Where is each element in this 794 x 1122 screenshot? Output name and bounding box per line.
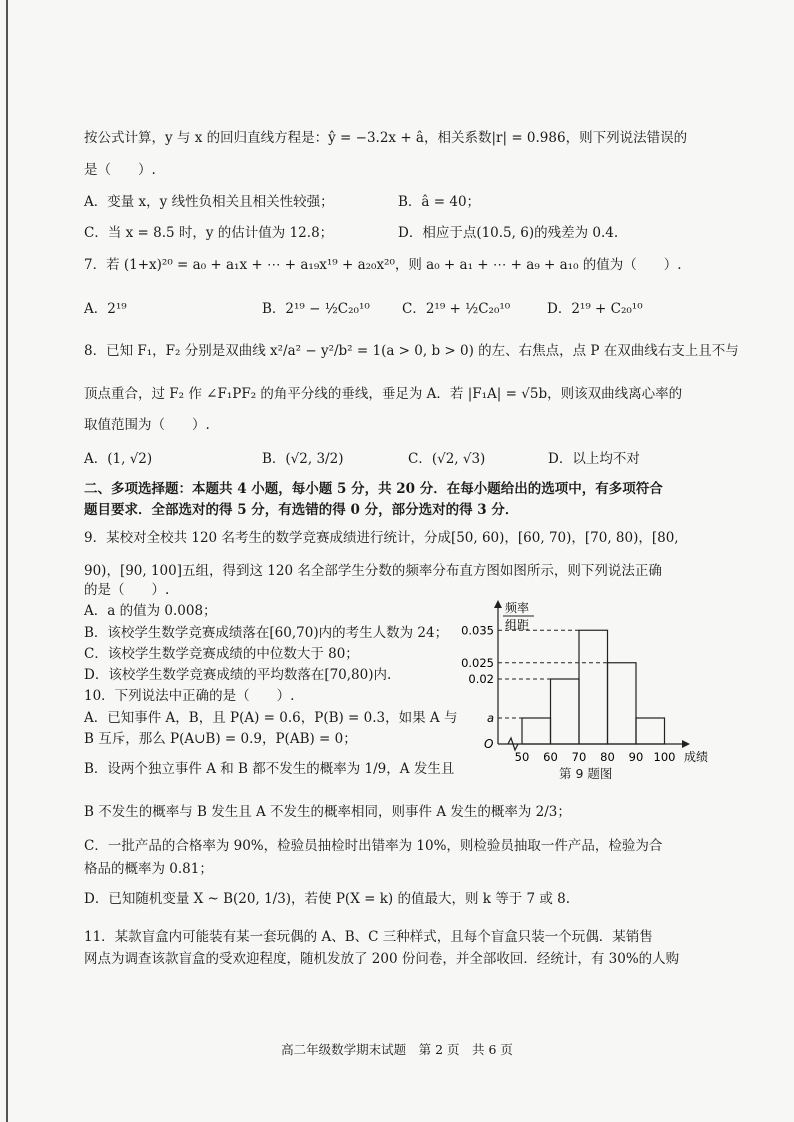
q8-option-a: A．(1, √2) (84, 451, 153, 467)
q6-line-2: 是（ ）. (84, 162, 156, 178)
histogram-bar (608, 663, 637, 744)
x-tick-label: 70 (571, 750, 587, 764)
x-tick-label: 50 (514, 750, 530, 764)
q10-option-c-line-1: C．一批产品的合格率为 90%，检验员抽检时出错率为 10%，则检验员抽取一件产品，检验为合 (84, 838, 663, 854)
q10-option-a-line-2: B 互斥，那么 P(A∪B) = 0.9，P(AB) = 0； (84, 731, 357, 747)
section-2-line-2: 题目要求．全部选对的得 5 分，有选错的得 0 分，部分选对的得 3 分． (84, 502, 519, 518)
q9-line-1: 9．某校对全校共 120 名考生的数学竞赛成绩进行统计，分成[50, 60)，[60, 70)，[70, 80)，[80, (84, 530, 679, 546)
q8-option-c: C．(√2, √3) (408, 451, 486, 467)
q11-line-1: 11．某款盲盒内可能装有某一套玩偶的 A、B、C 三种样式，且每个盲盒只装一个玩偶．某销售 (84, 929, 653, 945)
q9-line-2: 90)，[90, 100]五组，得到这 120 名全部学生分数的频率分布直方图如图所示，则下列说法正确 (84, 563, 662, 579)
q7-stem: 7．若 (1+x)²⁰ = a₀ + a₁x + ⋯ + a₁₉x¹⁹ + a₂₀x²⁰，则 a₀ + a₁ + ⋯ + a₉ + a₁₀ 的值为（ ）. (84, 257, 682, 273)
y-axis-label-bottom: 组距 (505, 618, 530, 632)
q8-line-1: 8．已知 F₁，F₂ 分别是双曲线 x²/a² − y²/b² = 1(a > 0, b > 0) 的左、右焦点，点 P 在双曲线右支上且不与 (84, 343, 739, 359)
x-tick-label: 80 (600, 750, 615, 764)
page-footer: 高二年级数学期末试题 第 2 页 共 6 页 (281, 1042, 513, 1057)
x-tick-label: 60 (543, 750, 558, 764)
q6-line-1: 按公式计算，y 与 x 的回归直线方程是：ŷ = −3.2x + â，相关系数|r| = 0.986，则下列说法错误的 (84, 130, 688, 146)
y-tick-label: 0.02 (468, 672, 494, 686)
q6-option-d: D．相应于点(10.5, 6)的残差为 0.4. (398, 225, 619, 241)
histogram-bar (579, 630, 608, 744)
q9-option-d: D．该校学生数学竞赛成绩的平均数落在[70,80)内. (84, 667, 392, 683)
q8-option-d: D．以上均不对 (548, 451, 640, 467)
q9-option-b: B．该校学生数学竞赛成绩落在[60,70)内的考生人数为 24； (84, 625, 449, 641)
q7-option-b: B．2¹⁹ − ½C₂₀¹⁰ (262, 301, 370, 317)
q7-option-c: C．2¹⁹ + ½C₂₀¹⁰ (402, 301, 511, 317)
x-axis-label: 成绩 (684, 750, 709, 764)
q10-option-a-line-1: A．已知事件 A，B，且 P(A) = 0.6，P(B) = 0.3，如果 A 与 (84, 710, 458, 726)
q10-stem: 10．下列说法中正确的是（ ）. (84, 688, 295, 704)
q10-option-d: D．已知随机变量 X ~ B(20, 1/3)，若使 P(X = k) 的值最大，则 k 等于 7 或 8. (84, 891, 571, 907)
q9-option-c: C．该校学生数学竞赛成绩的中位数大于 80； (84, 646, 359, 662)
q11-line-2: 网点为调查该款盲盒的受欢迎程度，随机发放了 200 份问卷，并全部收回．经统计，有 30%的人购 (84, 951, 680, 967)
q6-option-a: A．变量 x，y 线性负相关且相关性较强； (84, 194, 334, 210)
histogram-bar (636, 718, 665, 744)
q9-option-a: A．a 的值为 0.008； (84, 603, 217, 619)
q8-line-2: 顶点重合，过 F₂ 作 ∠F₁PF₂ 的角平分线的垂线，垂足为 A．若 |F₁A| = √5b，则该双曲线离心率的 (84, 386, 683, 402)
histogram-bar (551, 679, 580, 744)
q9-line-3: 的是（ ）. (84, 582, 170, 598)
y-axis-arrow (494, 600, 502, 608)
y-axis-label-top: 频率 (505, 601, 530, 615)
q7-option-d: D．2¹⁹ + C₂₀¹⁰ (547, 301, 643, 317)
q10-option-c-line-2: 格品的概率为 0.81； (84, 861, 213, 877)
q6-option-c: C．当 x = 8.5 时，y 的估计值为 12.8； (84, 225, 334, 241)
q7-option-a: A．2¹⁹ (84, 301, 127, 317)
page-edge (6, 0, 8, 1122)
x-tick-label: 100 (653, 750, 676, 764)
q6-option-b: B．â = 40； (398, 194, 481, 210)
q8-option-b: B．(√2, 3/2) (262, 451, 344, 467)
section-2-line-1: 二、多项选择题：本题共 4 小题，每小题 5 分，共 20 分．在每小题给出的选项中，有多项符合 (84, 481, 663, 497)
q8-line-3: 取值范围为（ ）. (84, 417, 210, 433)
y-tick-label: 0.025 (461, 655, 494, 670)
y-tick-label: a (486, 711, 494, 725)
origin-label: O (484, 737, 494, 751)
q10-option-b-line-1: B．设两个独立事件 A 和 B 都不发生的概率为 1/9，A 发生且 (84, 761, 455, 777)
x-axis-arrow (682, 740, 690, 748)
x-tick-label: 90 (628, 750, 644, 764)
chart-caption: 第 9 题图 (559, 766, 613, 781)
histogram-bar (522, 718, 551, 744)
y-tick-label: 0.035 (461, 623, 494, 638)
q10-option-b-line-2: B 不发生的概率与 B 发生且 A 不发生的概率相同，则事件 A 发生的概率为 2/3； (84, 804, 571, 820)
histogram-chart (450, 596, 720, 784)
